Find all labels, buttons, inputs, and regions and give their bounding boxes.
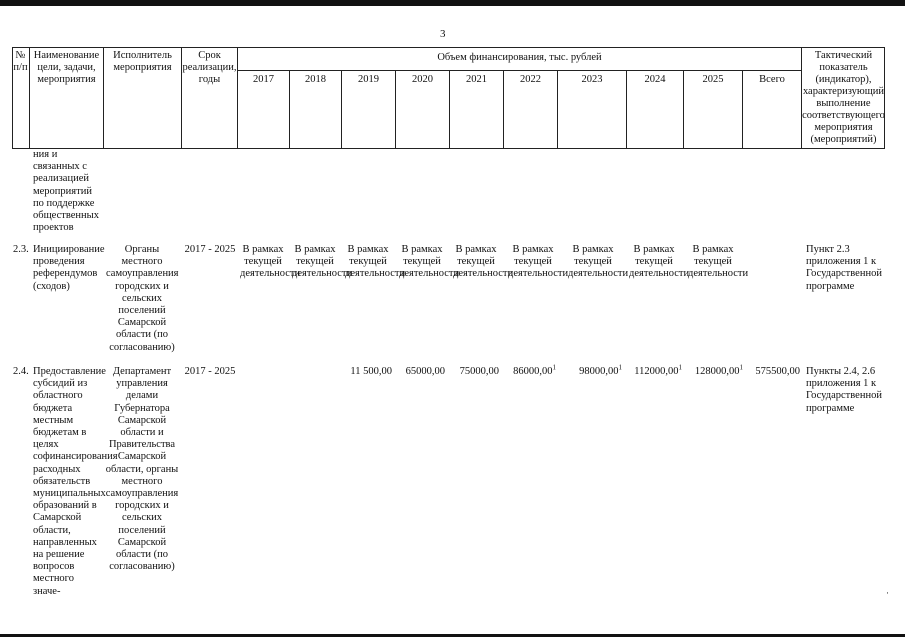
row-value: 112000,00	[634, 366, 679, 377]
row-value-cell	[560, 363, 622, 378]
row-value: В рамках текущей деятельности	[453, 244, 514, 280]
bottom-border	[0, 634, 905, 637]
row-value: 86000,00	[513, 366, 553, 377]
row-value: В рамках текущей деятельности	[240, 244, 301, 280]
footnote-mark: 1	[739, 363, 743, 372]
footnote-mark: 1	[552, 363, 556, 372]
row-value: 575500,00	[755, 366, 800, 377]
header-num: № п/п	[13, 50, 28, 73]
row-value: 65000,00	[405, 366, 445, 377]
row-executor: Органы местного самоуправления городских и сельских поселений Самарской области (по согласованию)	[106, 244, 179, 353]
page-number: 3	[440, 28, 446, 40]
row-term: 2017 - 2025	[184, 244, 236, 255]
top-border	[0, 0, 905, 6]
row-value: В рамках текущей деятельности	[688, 244, 749, 280]
row-value: В рамках текущей деятельности	[568, 244, 629, 280]
header-year: 2022	[520, 74, 541, 85]
row-indicator: Пункт 2.3 приложения 1 к Государственной программе	[806, 244, 882, 292]
row-indicator: Пункты 2.4, 2.6 приложения 1 к Государственной программе	[806, 366, 882, 414]
row-value-cell	[683, 363, 743, 378]
header-year: 2024	[644, 74, 666, 85]
row-value: 98000,00	[579, 366, 619, 377]
header-name: Наименование цели, задачи, мероприятия	[33, 50, 100, 85]
header-year: 2023	[581, 74, 603, 85]
header-term: Срок реализации, годы	[182, 50, 237, 85]
row-value: В рамках текущей деятельности	[508, 244, 569, 280]
header-divider	[237, 70, 802, 71]
header-funding: Объем финансирования, тыс. рублей	[437, 52, 602, 63]
header-indicator: Тактический показатель (индикатор), характеризующий выполнение соответствующего мероприятия (мероприятий)	[802, 50, 885, 145]
header-year: 2025	[702, 74, 724, 85]
row-value: 75000,00	[459, 366, 499, 377]
row-value: В рамках текущей деятельности	[629, 244, 690, 280]
row-term: 2017 - 2025	[184, 366, 236, 377]
header-year: Всего	[759, 74, 785, 85]
row-value: В рамках текущей деятельности	[292, 244, 353, 280]
header-executor: Исполнитель мероприятия	[113, 50, 172, 73]
header-year: 2017	[253, 74, 274, 85]
row-value: 11 500,00	[350, 366, 392, 377]
row-name: Предоставление субсидий из областного бюджета местным бюджетам в целях софинансирования расходных обязательств муниципальных образований в Самарской области, направленных на решение вопросов местного значе-	[33, 366, 118, 597]
header-year: 2018	[305, 74, 326, 85]
header-year: 2019	[358, 74, 379, 85]
continuation-name: ния и связанных с реализацией мероприятий по поддержке общественных проектов	[33, 149, 99, 234]
footnote-mark: 1	[618, 363, 622, 372]
row-executor: Департамент управления делами Губернатора Самарской области и Правительства Самарской области, органы местного самоуправления городских и сельских поселений Самарской области (по согласованию)	[105, 366, 179, 573]
row-value-cell	[500, 363, 556, 378]
header-year: 2021	[466, 74, 487, 85]
row-num: 2.3.	[13, 244, 29, 255]
row-value: В рамках текущей деятельности	[399, 244, 460, 280]
row-name: Инициирование проведения референдумов (сходов)	[33, 244, 105, 292]
row-value: В рамках текущей деятельности	[345, 244, 406, 280]
row-num: 2.4.	[13, 366, 29, 377]
scan-mark: ·	[886, 588, 889, 598]
footnote-mark: 1	[678, 363, 682, 372]
row-value-cell	[622, 363, 682, 378]
header-year: 2020	[412, 74, 433, 85]
row-value: 128000,00	[694, 366, 740, 377]
